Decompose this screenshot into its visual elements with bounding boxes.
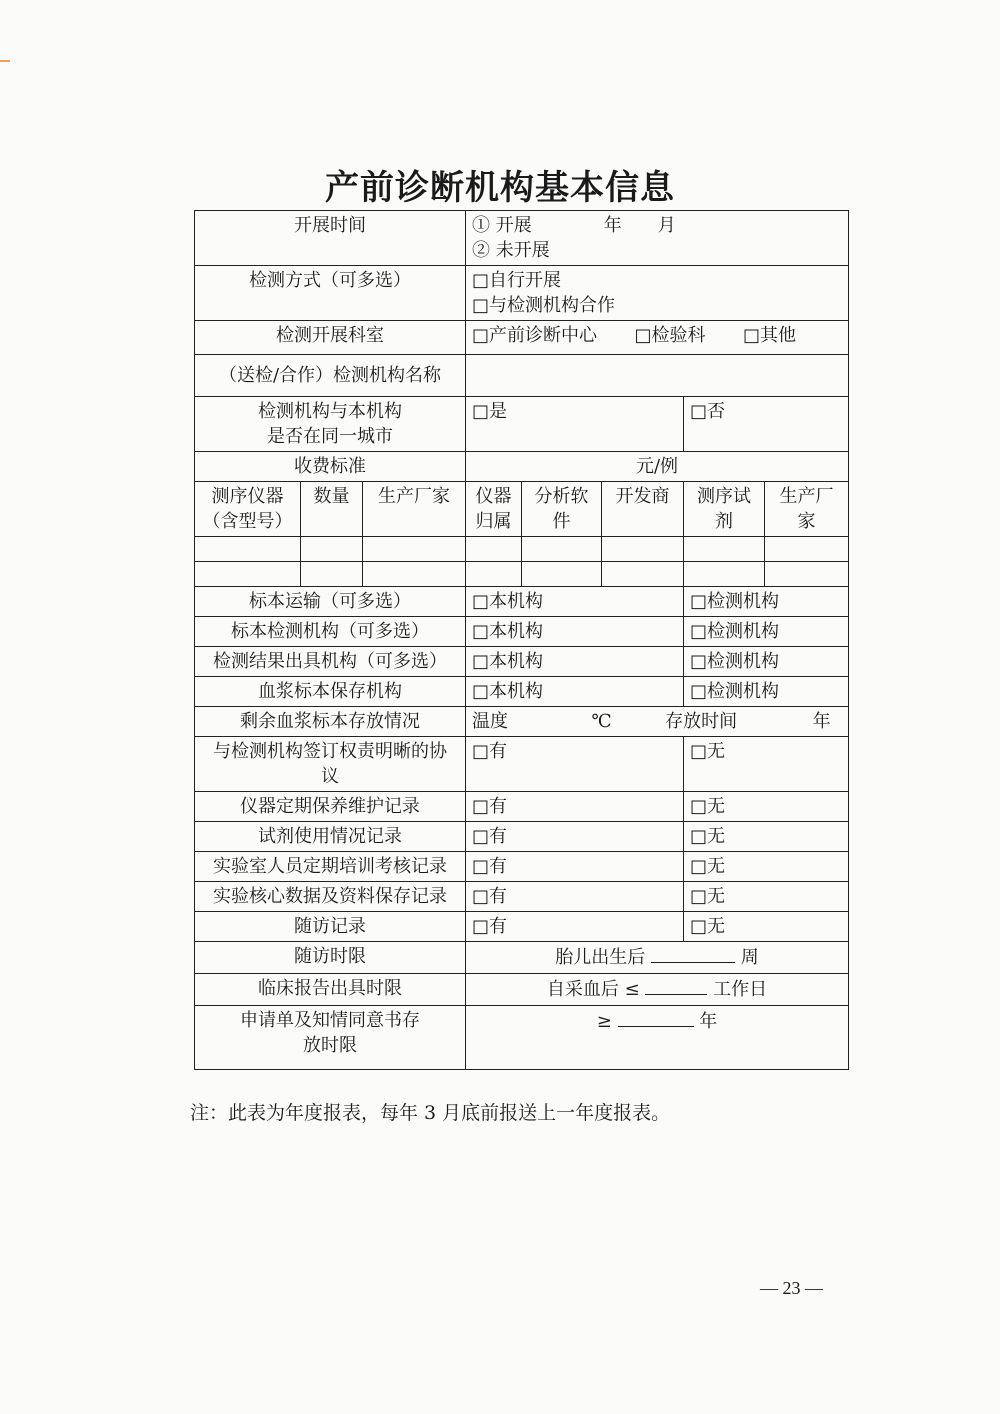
- blank-cell[interactable]: [301, 562, 363, 587]
- blank-cell[interactable]: [363, 537, 466, 562]
- result-institution-label: 检测结果出具机构（可多选）: [195, 647, 466, 677]
- testing-lab-checkbox[interactable]: □检测机构: [684, 617, 849, 647]
- consent-pre-text: ≥: [596, 1011, 612, 1032]
- maintenance-record-label: 仪器定期保养维护记录: [195, 792, 466, 822]
- blank-cell[interactable]: [684, 537, 765, 562]
- info-form-table: [194, 210, 849, 1070]
- method-label: 检测方式（可多选）: [195, 266, 466, 321]
- reagent-record-label: 试剂使用情况记录: [195, 822, 466, 852]
- consent-unit: 年: [699, 1011, 718, 1032]
- same-city-yes-checkbox[interactable]: □是: [466, 397, 684, 452]
- dept-other-checkbox[interactable]: □其他: [742, 325, 796, 346]
- blank-cell[interactable]: [195, 562, 301, 587]
- data-no-checkbox[interactable]: □无: [684, 882, 849, 912]
- report-unit: 工作日: [713, 979, 768, 1000]
- header-reagent: 测序试剂: [684, 482, 765, 537]
- report-pre-text: 自采血后 ≤: [546, 979, 640, 1000]
- plasma-lab-checkbox[interactable]: □检测机构: [684, 677, 849, 707]
- plasma-self-checkbox[interactable]: □本机构: [466, 677, 684, 707]
- report-limit-label: 临床报告出具时限: [195, 974, 466, 1006]
- training-no-checkbox[interactable]: □无: [684, 852, 849, 882]
- row-report-limit: [195, 974, 849, 1006]
- storage-time-label: 存放时间: [665, 711, 738, 732]
- row-agreement: [195, 737, 849, 792]
- row-data-record: [195, 882, 849, 912]
- consent-limit-field[interactable]: [466, 1006, 849, 1070]
- followup-limit-label: 随访时限: [195, 942, 466, 974]
- method-self-checkbox[interactable]: □自行开展: [472, 270, 562, 291]
- blank-cell[interactable]: [363, 562, 466, 587]
- row-method: [195, 266, 849, 321]
- blank-cell[interactable]: [195, 537, 301, 562]
- header-software: 分析软件: [522, 482, 602, 537]
- transport-label: 标本运输（可多选）: [195, 587, 466, 617]
- plasma-storage-label: 血浆标本保存机构: [195, 677, 466, 707]
- row-lab-name: [195, 355, 849, 397]
- row-remaining-plasma: [195, 707, 849, 737]
- training-record-label: 实验室人员定期培训考核记录: [195, 852, 466, 882]
- maintenance-no-checkbox[interactable]: □无: [684, 792, 849, 822]
- consent-limit-label: 申请单及知情同意书存放时限: [195, 1006, 466, 1070]
- start-time-label: 开展时间: [195, 211, 466, 266]
- page-number: — 23 —: [760, 1278, 823, 1298]
- row-consent-limit: [195, 1006, 849, 1070]
- blank-cell[interactable]: [602, 537, 684, 562]
- followup-record-label: 随访记录: [195, 912, 466, 942]
- followup-no-checkbox[interactable]: □无: [684, 912, 849, 942]
- agreement-yes-checkbox[interactable]: □有: [466, 737, 684, 792]
- instrument-blank-row-2: [195, 562, 849, 587]
- row-followup-record: [195, 912, 849, 942]
- dept-prenatal-checkbox[interactable]: □产前诊断中心: [472, 325, 598, 346]
- row-followup-limit: [195, 942, 849, 974]
- same-city-label: 检测机构与本机构是否在同一城市: [195, 397, 466, 452]
- year-unit: 年: [812, 711, 831, 732]
- blank-cell[interactable]: [522, 562, 602, 587]
- data-yes-checkbox[interactable]: □有: [466, 882, 684, 912]
- reagent-yes-checkbox[interactable]: □有: [466, 822, 684, 852]
- blank-cell[interactable]: [466, 562, 522, 587]
- lab-name-input[interactable]: [466, 355, 849, 397]
- agreement-label: 与检测机构签订权责明晰的协议: [195, 737, 466, 792]
- row-dept: [195, 321, 849, 355]
- dept-options: [466, 321, 849, 355]
- row-start-time: [195, 211, 849, 266]
- blank-cell[interactable]: [602, 562, 684, 587]
- row-result-institution: [195, 647, 849, 677]
- header-ownership: 仪器归属: [466, 482, 522, 537]
- consent-blank[interactable]: [618, 1008, 694, 1027]
- row-fee: [195, 452, 849, 482]
- footnote: 注：此表为年度报表，每年 3 月底前报送上一年度报表。: [190, 1102, 671, 1124]
- data-record-label: 实验核心数据及资料保存记录: [195, 882, 466, 912]
- start-time-options[interactable]: [466, 211, 849, 266]
- row-testing-institution: [195, 617, 849, 647]
- row-reagent-record: [195, 822, 849, 852]
- page-title: 产前诊断机构基本信息: [325, 168, 675, 208]
- start-time-opt-not-started[interactable]: ② 未开展: [472, 240, 550, 261]
- result-self-checkbox[interactable]: □本机构: [466, 647, 684, 677]
- header-quantity: 数量: [301, 482, 363, 537]
- blank-cell[interactable]: [301, 537, 363, 562]
- blank-cell[interactable]: [466, 537, 522, 562]
- start-time-opt-started[interactable]: ① 开展 年 月: [472, 215, 676, 236]
- method-options: [466, 266, 849, 321]
- celsius-unit: ℃: [591, 711, 612, 732]
- followup-unit: 周: [740, 947, 759, 968]
- remaining-plasma-label: 剩余血浆标本存放情况: [195, 707, 466, 737]
- result-lab-checkbox[interactable]: □检测机构: [684, 647, 849, 677]
- report-limit-field[interactable]: [466, 974, 849, 1006]
- blank-cell[interactable]: [522, 537, 602, 562]
- blank-cell[interactable]: [765, 537, 849, 562]
- dept-label: 检测开展科室: [195, 321, 466, 355]
- testing-self-checkbox[interactable]: □本机构: [466, 617, 684, 647]
- row-maintenance-record: [195, 792, 849, 822]
- blank-cell[interactable]: [684, 562, 765, 587]
- same-city-no-checkbox[interactable]: □否: [684, 397, 849, 452]
- lab-name-label: （送检/合作）检测机构名称: [195, 355, 466, 397]
- reagent-no-checkbox[interactable]: □无: [684, 822, 849, 852]
- remaining-plasma-fields[interactable]: [466, 707, 849, 737]
- agreement-no-checkbox[interactable]: □无: [684, 737, 849, 792]
- fee-label: 收费标准: [195, 452, 466, 482]
- followup-yes-checkbox[interactable]: □有: [466, 912, 684, 942]
- followup-pre-text: 胎儿出生后: [555, 947, 646, 968]
- page-edge-mark: [0, 60, 10, 62]
- followup-blank[interactable]: [651, 944, 735, 963]
- header-reagent-manufacturer: 生产厂家: [765, 482, 849, 537]
- row-transport: [195, 587, 849, 617]
- testing-institution-label: 标本检测机构（可多选）: [195, 617, 466, 647]
- row-instrument-headers: [195, 482, 849, 537]
- method-cooperate-checkbox[interactable]: □与检测机构合作: [472, 295, 616, 316]
- instrument-blank-row-1: [195, 537, 849, 562]
- report-blank[interactable]: [645, 976, 707, 995]
- header-manufacturer: 生产厂家: [363, 482, 466, 537]
- blank-cell[interactable]: [765, 562, 849, 587]
- fee-input[interactable]: 元/例: [466, 452, 849, 482]
- training-yes-checkbox[interactable]: □有: [466, 852, 684, 882]
- header-developer: 开发商: [602, 482, 684, 537]
- temperature-label: 温度: [472, 711, 509, 732]
- header-instrument: 测序仪器（含型号）: [195, 482, 301, 537]
- followup-limit-field[interactable]: [466, 942, 849, 974]
- dept-lab-checkbox[interactable]: □检验科: [634, 325, 706, 346]
- transport-lab-checkbox[interactable]: □检测机构: [684, 587, 849, 617]
- row-same-city: [195, 397, 849, 452]
- row-training-record: [195, 852, 849, 882]
- transport-self-checkbox[interactable]: □本机构: [466, 587, 684, 617]
- maintenance-yes-checkbox[interactable]: □有: [466, 792, 684, 822]
- row-plasma-storage: [195, 677, 849, 707]
